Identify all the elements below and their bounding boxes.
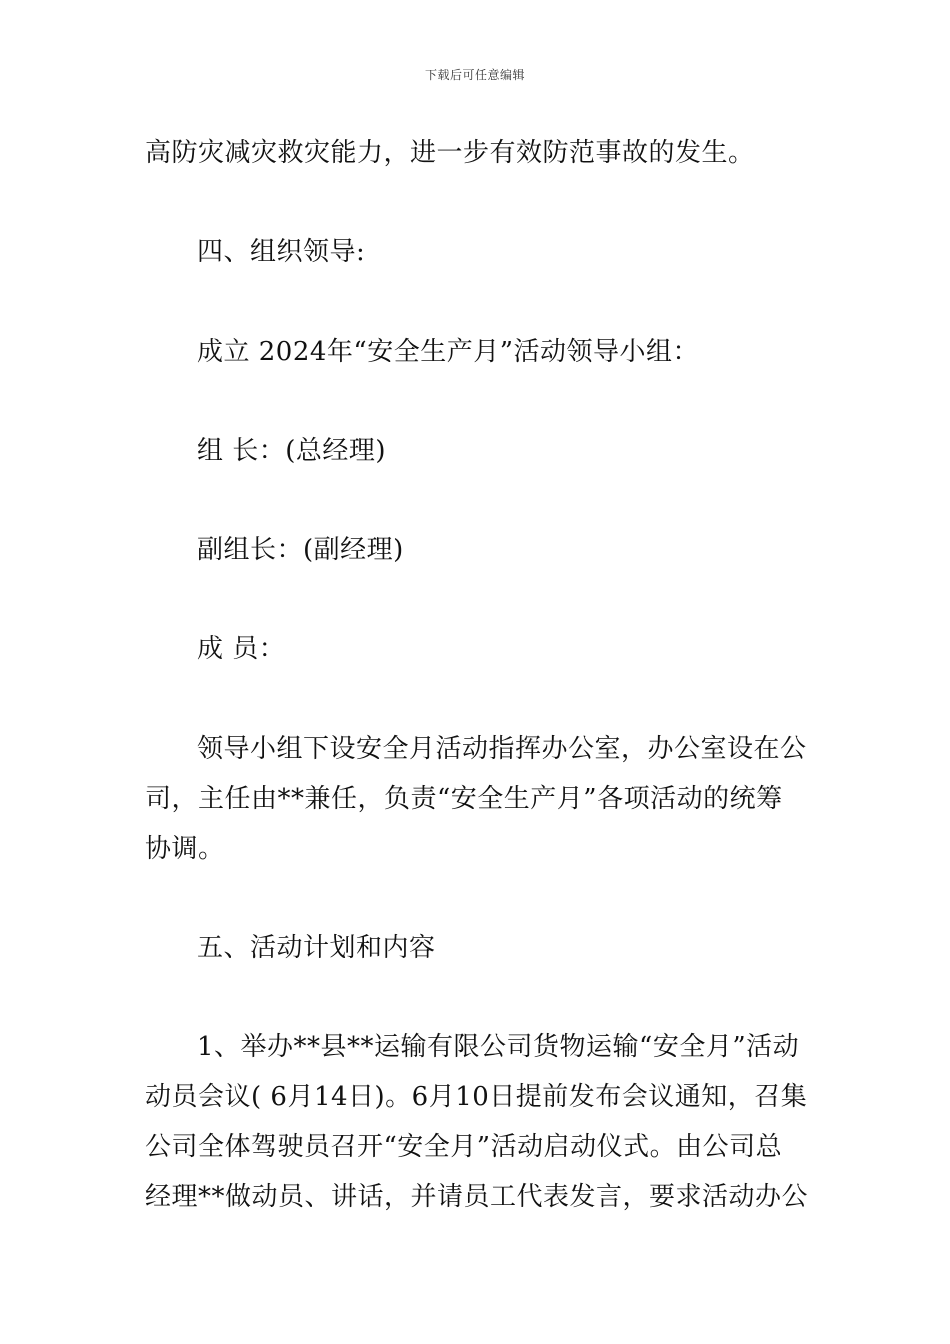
paragraph-line: 副组长：(副经理) bbox=[197, 535, 404, 565]
paragraph-line: 组 长：(总经理) bbox=[197, 436, 387, 466]
page-header-note: 下载后可任意编辑 bbox=[424, 68, 525, 82]
paragraph-line: 领导小组下设安全月活动指挥办公室，办公室设在公 bbox=[197, 734, 807, 764]
paragraph-line: 公司全体驾驶员召开“安全月”活动启动仪式。由公司总 bbox=[145, 1132, 783, 1162]
paragraph-line: 司，主任由**兼任，负责“安全生产月”各项活动的统筹 bbox=[145, 784, 783, 814]
paragraph-line: 动员会议( 6月14日)。6月10日提前发布会议通知，召集 bbox=[145, 1082, 808, 1112]
paragraph-line: 协调。 bbox=[145, 834, 225, 864]
paragraph-line: 成 员： bbox=[197, 634, 286, 664]
section-heading-organization: 四、组织领导: bbox=[197, 237, 366, 267]
paragraph-line: 经理**做动员、讲话，并请员工代表发言，要求活动办公 bbox=[145, 1182, 809, 1212]
paragraph-line: 1、举办**县**运输有限公司货物运输“安全月”活动 bbox=[197, 1032, 800, 1062]
paragraph-line: 成立 2024年“安全生产月”活动领导小组： bbox=[197, 337, 700, 367]
paragraph-line: 高防灾减灾救灾能力，进一步有效防范事故的发生。 bbox=[145, 138, 755, 168]
section-heading-activity-plan: 五、活动计划和内容 bbox=[197, 933, 436, 963]
